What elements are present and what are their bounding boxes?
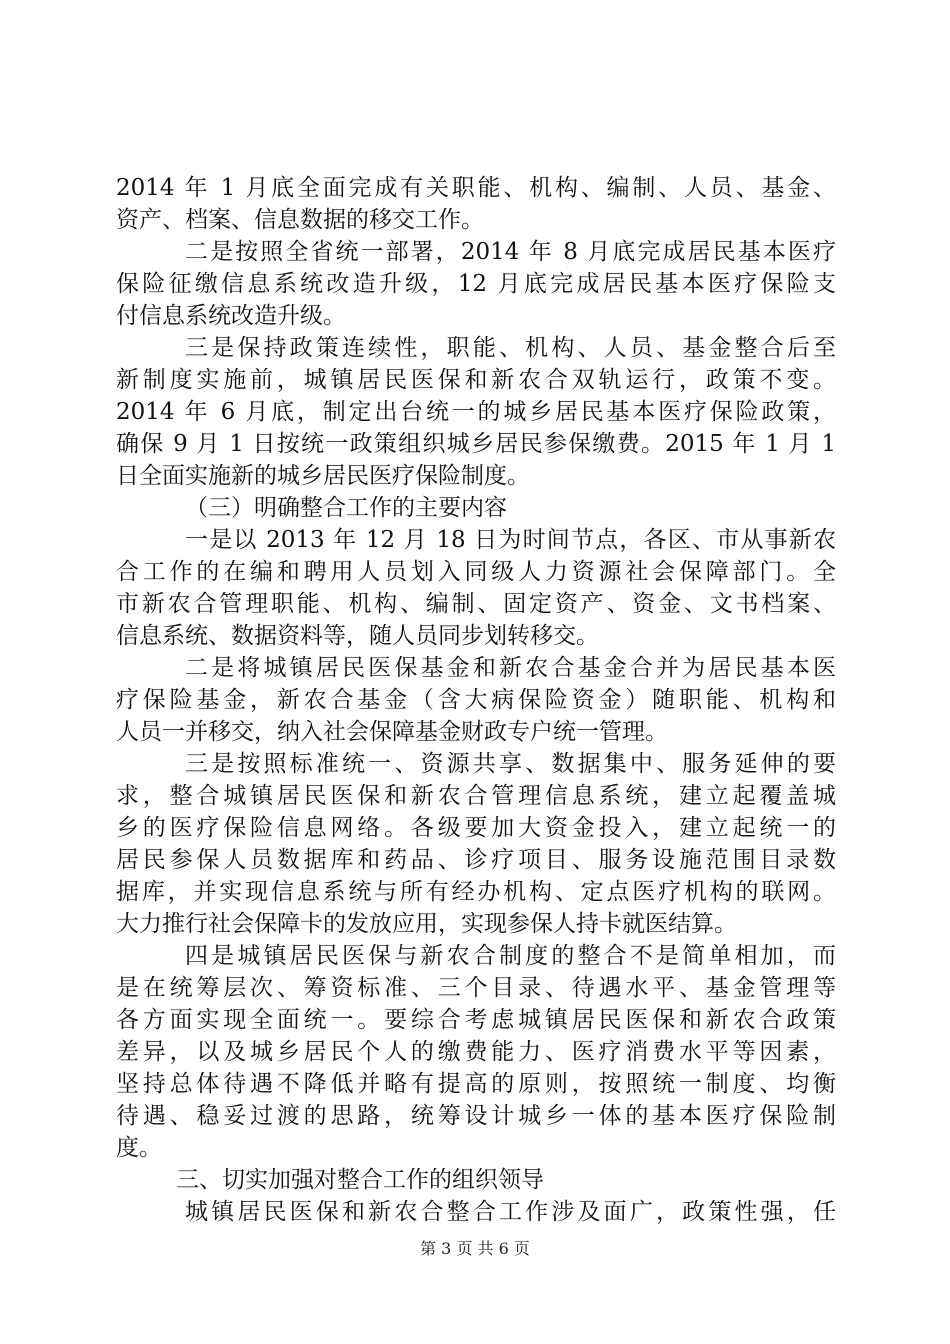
text-line: 据库，并实现信息系统与所有经办机构、定点医疗机构的联网。 xyxy=(116,879,836,905)
text-line: 度。 xyxy=(116,1135,162,1161)
text-line: 乡的医疗保险信息网络。各级要加大资金投入，建立起统一的 xyxy=(116,815,836,841)
text-line: 合工作的在编和聘用人员划入同级人力资源社会保障部门。全 xyxy=(116,559,836,585)
text-line: 三是按照标准统一、资源共享、数据集中、服务延伸的要 xyxy=(185,751,836,777)
text-line: （三）明确整合工作的主要内容 xyxy=(185,495,507,521)
text-line: 新制度实施前，城镇居民医保和新农合双轨运行，政策不变。 xyxy=(116,367,836,393)
text-line: 二是按照全省统一部署，2014 年 8 月底完成居民基本医疗 xyxy=(185,239,836,265)
text-line: 疗保险基金，新农合基金（含大病保险资金）随职能、机构和 xyxy=(116,687,836,713)
text-line: 求，整合城镇居民医保和新农合管理信息系统，建立起覆盖城 xyxy=(116,783,836,809)
text-line: 确保 9 月 1 日按统一政策组织城乡居民参保缴费。2015 年 1 月 1 xyxy=(116,431,836,457)
text-line: 市新农合管理职能、机构、编制、固定资产、资金、文书档案、 xyxy=(116,591,836,617)
text-line: 二是将城镇居民医保基金和新农合基金合并为居民基本医 xyxy=(185,655,836,681)
text-line: 信息系统、数据资料等，随人员同步划转移交。 xyxy=(116,623,599,649)
text-line: 2014 年 1 月底全面完成有关职能、机构、编制、人员、基金、 xyxy=(116,175,836,201)
text-line: 保险征缴信息系统改造升级，12 月底完成居民基本医疗保险支 xyxy=(116,271,836,297)
text-line: 2014 年 6 月底，制定出台统一的城乡居民基本医疗保险政策， xyxy=(116,399,836,425)
text-line: 三是保持政策连续性，职能、机构、人员、基金整合后至 xyxy=(185,335,836,361)
text-line: 付信息系统改造升级。 xyxy=(116,303,346,329)
text-line: 差异，以及城乡居民个人的缴费能力、医疗消费水平等因素， xyxy=(116,1039,836,1065)
text-line: 待遇、稳妥过渡的思路，统筹设计城乡一体的基本医疗保险制 xyxy=(116,1103,836,1129)
text-line: 一是以 2013 年 12 月 18 日为时间节点，各区、市从事新农 xyxy=(185,527,836,553)
text-line: 四是城镇居民医保与新农合制度的整合不是简单相加，而 xyxy=(185,943,836,969)
text-line: 居民参保人员数据库和药品、诊疗项目、服务设施范围目录数 xyxy=(116,847,836,873)
text-line: 各方面实现全面统一。要综合考虑城镇居民医保和新农合政策 xyxy=(116,1007,836,1033)
text-line: 日全面实施新的城乡居民医疗保险制度。 xyxy=(116,463,530,489)
text-line: 是在统筹层次、筹资标准、三个目录、待遇水平、基金管理等 xyxy=(116,975,836,1001)
page-footer: 第 3 页 共 6 页 xyxy=(420,1239,530,1258)
text-line: 坚持总体待遇不降低并略有提高的原则，按照统一制度、均衡 xyxy=(116,1071,836,1097)
text-line: 人员一并移交，纳入社会保障基金财政专户统一管理。 xyxy=(116,719,668,745)
text-line: 大力推行社会保障卡的发放应用，实现参保人持卡就医结算。 xyxy=(116,911,737,937)
document-body xyxy=(116,172,836,1228)
text-line: 城镇居民医保和新农合整合工作涉及面广，政策性强，任 xyxy=(185,1199,836,1225)
text-line: 三、切实加强对整合工作的组织领导 xyxy=(176,1167,544,1193)
text-line: 资产、档案、信息数据的移交工作。 xyxy=(116,207,484,233)
